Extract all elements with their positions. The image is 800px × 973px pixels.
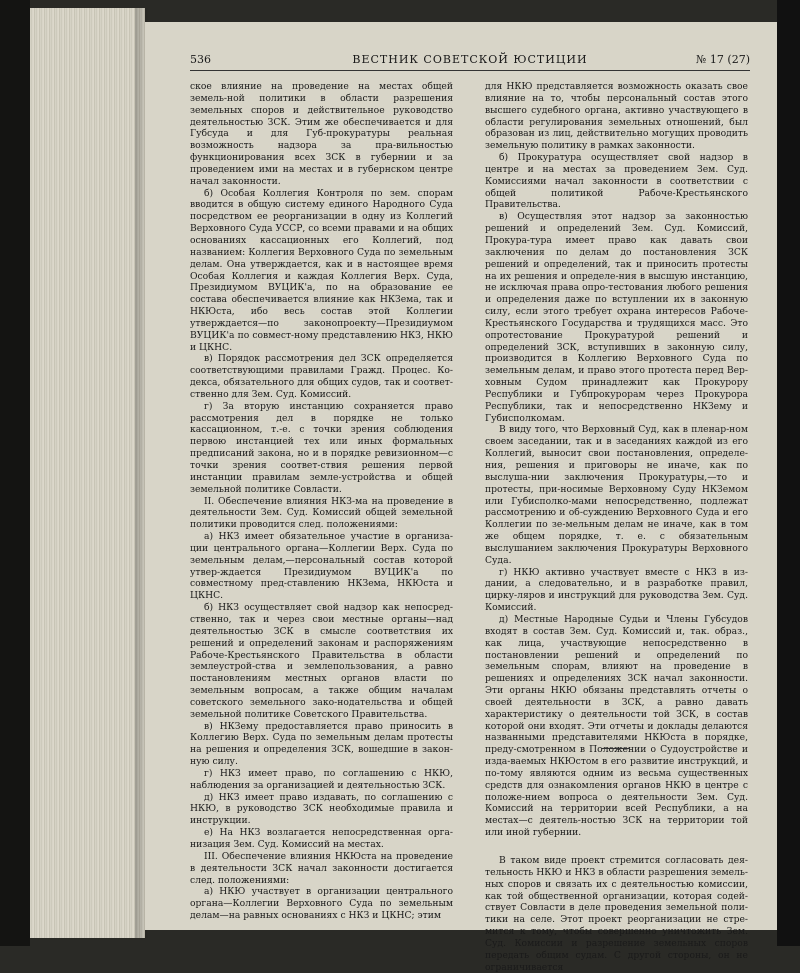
scanner-background xyxy=(777,0,800,946)
paragraph: в) Осуществляя этот надзор за законностью решений и определений Зем. Суд. Комиссий, Прокура-тура имеет право как давать свои заключения по делам до постановления ЗСК решений и определений, так и приносить протесты на их решения и определе-ния в высшую инстанцию, не исключая права опро-тестования любого решения и определения даже по вступлении их в законную силу, если этого требует охрана интересов Рабоче-Крестьянского Государства и трудящихся масс. Это опротестование Прокуратурой решений и определений ЗСК, вступивших в законную силу, производится в Коллегию Верховного Суда по земельным делам, и право этого протеста перед Вер-ховным Судом принадлежит как Прокурору Республики и Губпрокурорам через Прокурора Республики, так и непосредственно НКЗему и Губисполкомам. xyxy=(485,211,748,424)
binding-shadow xyxy=(0,0,30,946)
page-number: 536 xyxy=(190,53,211,66)
paragraph: б) НКЗ осуществляет свой надзор как непосред-ственно, так и через свои местные органы—над деятельностью ЗСК в смысле соответствия их решений и определений законам и распоряжениям Рабоче-Крестьянского Правительства в области землеустрой-ства и землепользования, а равно постановлениям местных органов власти по земельным вопросам, а также общим началам советского земельного зако-нодательства и общей земельной политике Советского Правительства. xyxy=(190,602,453,720)
paragraph: а) НКЗ имеет обязательное участие в организа-ции центрального органа—Коллегии Верх. Суда по земельным делам,—персональный состав которой утвер-ждается Президиумом ВУЦИК'а по совместному пред-ставлению НКЗема, НКЮста и ЦКНС. xyxy=(190,531,453,602)
paragraph: ское влияние на проведение на местах общей земель-ной политики в области разрешения земельных споров и действительное руководство деятельностью ЗСК. Этим же обеспечивается и для Губсуда и для Губ-прокуратуры реальная возможность надзора за пра-вильностью функционирования всех ЗСК в губернии и за проведением ими на местах и в губернском центре начал законности. xyxy=(190,81,453,187)
page-edges xyxy=(30,8,145,938)
section-divider xyxy=(601,748,629,749)
paragraph: г) НКЮ активно участвует вместе с НКЗ в из-дании, а следовательно, и в разработке правил, цирку-ляров и инструкций для руководства Зем. Суд. Комиссий. xyxy=(485,566,748,614)
paragraph: б) Особая Коллегия Контроля по зем. спорам вводится в общую систему единого Народного Суда посредством ее реорганизации в одну из Коллегий Верховного Суда УССР, со всеми правами и на общих основаниях кассационных его Коллегий, под названием: Коллегия Верховного Суда по земельным делам. Она утверждается, как и в настоящее время Особая Коллегия и каждая Коллегия Верх. Суда, Президиумом ВУЦИК'а, по на образование ее состава обеспечивается влияние как НКЗема, так и НКЮста, ибо весь состав этой Коллегии утверждается—по законопроекту—Президиумом ВУЦИК'а по совмест-ному представлению НКЗ, НКЮ и ЦКНС. xyxy=(190,187,453,353)
issue-number: № 17 (27) xyxy=(696,53,750,66)
paragraph: е) На НКЗ возлагается непосредственная орга-низация Зем. Суд. Комиссий на местах. xyxy=(190,827,453,850)
paragraph: б) Прокуратура осуществляет свой надзор в центре и на местах за проведением Зем. Суд. Комиссиями начал законности в соответствии с общей политикой Рабоче-Крестьянского Правительства. xyxy=(485,152,748,211)
paragraph: В виду того, что Верховный Суд, как в пленар-ном своем заседании, так и в заседаниях каждой из его Коллегий, выносит свои постановления, определе-ния, решения и приговоры не иначе, как по выслуша-нии заключения Прокуратуры,—то и протесты, при-носимые Верховному Суду НКЗемом или Губисполко-мами непосредственно, подлежат рассмотрению и об-суждению Верховного Суда и его Коллегии по зе-мельным делам не иначе, как в том же общем порядке, т. е. с обязательным выслушанием заключения Прокуратуры Верховного Суда. xyxy=(485,424,748,566)
paragraph: г) НКЗ имеет право, по соглашению с НКЮ, наблюдения за организацией и деятельностью ЗСК. xyxy=(190,767,453,791)
journal-title: ВЕСТНИК СОВЕТСКОЙ ЮСТИЦИИ xyxy=(352,53,588,66)
paragraph: в) НКЗему предоставляется право приносить в Коллегию Верх. Суда по земельным делам протесты на решения и определения ЗСК, вошедшие в закон-ную силу. xyxy=(190,720,453,768)
paragraph: г) За вторую инстанцию сохраняется право рассмотрения дел в порядке не только кассационном, т.-е. с точки зрения соблюдения первою инстанцией тех или иных формальных предписаний закона, но и в порядке ревизионном—с точки зрения соответ-ствия решения первой инстанции правилам земле-устройства и общей земельной политике Совласти. xyxy=(190,400,453,495)
right-column xyxy=(485,81,748,973)
left-column xyxy=(190,81,453,922)
header-rule xyxy=(190,70,750,71)
paragraph: В таком виде проект стремится согласовать дея-тельность НКЮ и НКЗ в области разрешения земель-ных споров и связать их с деятельностью комиссии, как той общественной организации, которая содей-ствует Совласти в деле проведения земельной поли-тики на селе. Этот проект реорганизации не стре-мится к тому, чтобы совершенно уничтожить Зем. Суд. Комиссии и разрешение земельных споров передать общим судам. С другой стороны, он не ограничивается xyxy=(485,855,748,973)
paragraph: III. Обеспечение влияния НКЮста на проведение в деятельности ЗСК начал законности достигается след. положениями: xyxy=(190,850,453,886)
paragraph: II. Обеспечение влияния НКЗ-ма на проведение в деятельности Зем. Суд. Комиссий общей земельной политики проводится след. положениями: xyxy=(190,495,453,531)
document-page xyxy=(145,22,777,973)
paragraph: в) Порядок рассмотрения дел ЗСК определяется соответствующими правилами Гражд. Процес. Ко-декса, обязательного для общих судов, так и соответ-ственно для Зем. Суд. Комиссий. xyxy=(190,353,453,400)
paragraph: д) НКЗ имеет право издавать, по соглашению с НКЮ, в руководство ЗСК необходимые правила и инструкции. xyxy=(190,791,453,827)
paragraph: для НКЮ представляется возможность оказать свое влияние на то, чтобы персональный состав этого высшего судебного органа, активно участвующего в области регулирования земельных отношений, был образован из лиц, действительно могущих проводить земельную политику в рамках законности. xyxy=(485,81,748,152)
paragraph: а) НКЮ участвует в организации центрального органа—Коллегии Верховного Суда по земельным делам—на равных основаниях с НКЗ и ЦКНС; этим xyxy=(190,886,453,922)
running-header xyxy=(190,53,750,69)
paragraph: д) Местные Народные Судьи и Члены Губсудов входят в состав Зем. Суд. Комиссий и, так. образ., как лица, участвующие непосредственно в постановлении решений и определений по земельным спорам, влияют на проведение в решениях и определениях ЗСК начал законности. Эти органы НКЮ обязаны представлять отчеты о своей деятельности в ЗСК, а равно давать характеристику о деятельности той ЗСК, в состав которой они входят. Эти отчеты и доклады делаются названными представителями НКЮста в порядке, преду-смотренном в Положении о Судоустройстве и изда-ваемых НКЮстом в его развитие инструкций, и по-тому являются одним из весьма существенных средств для ознакомления органов НКЮ в центре с положе-нием вопроса о деятельности Зем. Суд. Комиссий на территории всей Республики, а на местах—с деятель-ностью ЗСК на территории той или иной губернии. xyxy=(485,613,748,839)
